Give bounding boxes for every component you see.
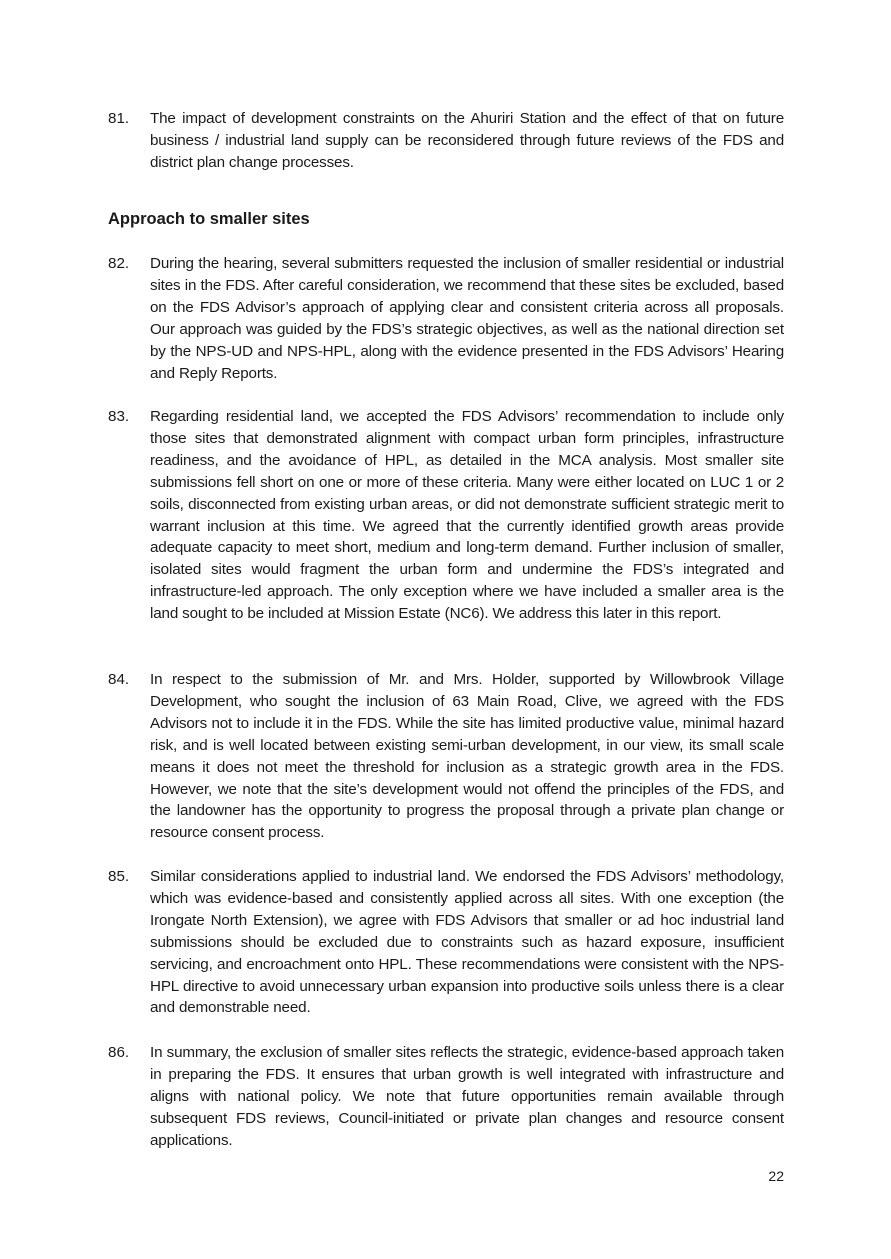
page-number: 22 bbox=[768, 1168, 784, 1184]
paragraph-text: In summary, the exclusion of smaller sites reflects the strategic, evidence-based approach taken in preparing the FDS. It ensures that urban growth is well integrated with infrastructure and aligns with national policy. We note that future opportunities remain available through subsequent FDS reviews, Council-initiated or private plan changes and resource consent applications. bbox=[150, 1044, 784, 1149]
paragraph-text: Regarding residential land, we accepted the FDS Advisors’ recommendation to include only those sites that demonstrated alignment with compact urban form principles, infrastructure readiness, and the avoidance of HPL, as detailed in the MCA analysis. Most smaller site submissions fell short on one or more of these criteria. Many were either located on LUC 1 or 2 soils, disconnected from existing urban areas, or did not demonstrate sufficient strategic merit to warrant inclusion at this time. We agreed that the currently identified growth areas provide adequate capacity to meet short, medium and long-term demand. Further inclusion of smaller, isolated sites would fragment the urban form and undermine the FDS’s integrated and infrastructure-led approach. The only exception where we have included a smaller area is the land sought to be included at Mission Estate (NC6). We address this later in this report. bbox=[150, 408, 784, 623]
paragraph-number: 83. bbox=[108, 408, 130, 425]
paragraph-84 bbox=[108, 669, 784, 844]
paragraph-text: Similar considerations applied to industrial land. We endorsed the FDS Advisors’ methodology, which was evidence-based and consistently applied across all sites. With one exception (the Irongate North Extension), we agree with FDS Advisors that smaller or ad hoc industrial land submissions should be excluded due to constraints such as hazard exposure, insufficient servicing, and encroachment onto HPL. These recommendations were consistent with the NPS-HPL directive to avoid unnecessary urban expansion into productive soils unless there is a clear and demonstrable need. bbox=[150, 868, 784, 1017]
paragraph-82 bbox=[108, 253, 784, 384]
paragraph-number: 84. bbox=[108, 671, 130, 688]
paragraph-text: During the hearing, several submitters requested the inclusion of smaller residential or industrial sites in the FDS. After careful consideration, we recommend that these sites be excluded, based on the FDS Advisor’s approach of applying clear and consistent criteria across all proposals. Our approach was guided by the FDS’s strategic objectives, as well as the national direction set by the NPS-UD and NPS-HPL, along with the evidence presented in the FDS Advisors’ Hearing and Reply Reports. bbox=[150, 255, 784, 382]
paragraph-83 bbox=[108, 406, 784, 625]
paragraph-85 bbox=[108, 866, 784, 1019]
paragraph-number: 85. bbox=[108, 868, 130, 885]
paragraph-number: 86. bbox=[108, 1044, 130, 1061]
paragraph-text: In respect to the submission of Mr. and Mrs. Holder, supported by Willowbrook Village Development, who sought the inclusion of 63 Main Road, Clive, we agreed with the FDS Advisors not to include it in the FDS. While the site has limited productive value, minimal hazard risk, and is well located between existing semi-urban development, in our view, its small scale means it does not meet the threshold for inclusion as a strategic growth area in the FDS. However, we note that the site’s development would not offend the principles of the FDS, and the landowner has the opportunity to progress the proposal through a private plan change or resource consent process. bbox=[150, 671, 784, 842]
paragraph-81 bbox=[108, 108, 784, 174]
paragraph-86 bbox=[108, 1042, 784, 1152]
paragraph-text: The impact of development constraints on the Ahuriri Station and the effect of that on future business / industrial land supply can be reconsidered through future reviews of the FDS and district plan change processes. bbox=[150, 110, 784, 171]
section-heading: Approach to smaller sites bbox=[108, 210, 310, 228]
paragraph-number: 82. bbox=[108, 255, 130, 272]
paragraph-number: 81. bbox=[108, 110, 130, 127]
